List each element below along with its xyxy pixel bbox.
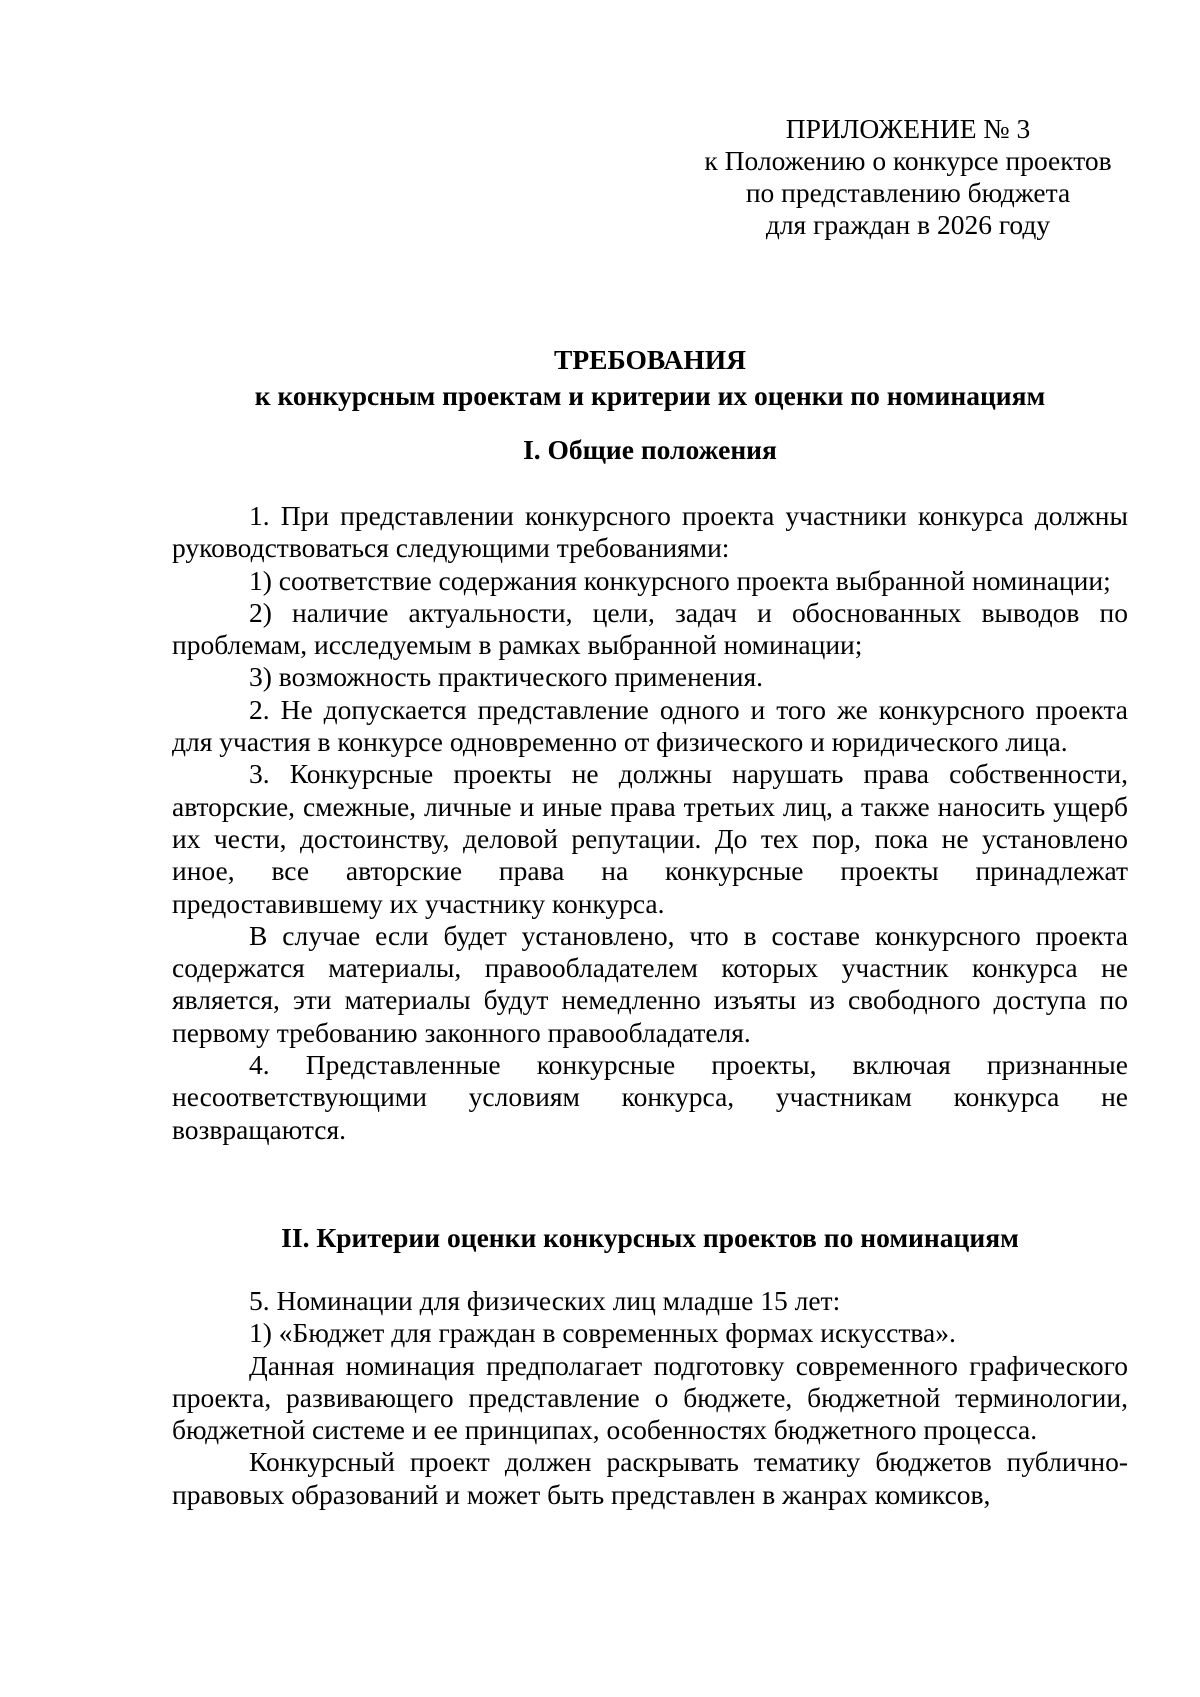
paragraph: 4. Представленные конкурсные проекты, включая признанные несоответствующими условиям конкурса, участникам конкурса не возвращаются.	[172, 1049, 1128, 1145]
paragraph: 2. Не допускается представление одного и того же конкурсного проекта для участия в конкурсе одновременно от физического и юридического лица.	[172, 693, 1128, 758]
annex-reference-line: к Положению о конкурсе проектов	[704, 145, 1112, 176]
paragraph: 3) возможность практического применения.	[249, 661, 764, 693]
paragraph: 5. Номинации для физических лиц младше 15 лет:	[249, 1285, 841, 1316]
annex-header	[688, 113, 1128, 241]
paragraph: 2) наличие актуальности, цели, задач и обоснованных выводов по проблемам, исследуемым в рамках выбранной номинации;	[172, 596, 1128, 661]
section-heading: II. Критерии оценки конкурсных проектов по номинациям	[281, 1222, 1019, 1253]
annex-reference-line: по представлению бюджета	[745, 177, 1071, 208]
paragraph: 1) соответствие содержания конкурсного проекта выбранной номинации;	[249, 564, 1111, 596]
document-title-sub: к конкурсным проектам и критерии их оценки по номинациям	[254, 380, 1046, 411]
paragraph: 1. При представлении конкурсного проекта участники конкурса должны руководствоваться следующими требованиями:	[172, 500, 1128, 564]
paragraph: В случае если будет установлено, что в составе конкурсного проекта содержатся материалы, правообладателем которых участник конкурса не является, эти материалы будут немедленно изъяты из свободного доступа по первому требованию законного правообладателя.	[172, 919, 1128, 1048]
section-heading: I. Общие положения	[523, 434, 777, 465]
document-title-main: ТРЕБОВАНИЯ	[554, 344, 746, 375]
paragraph: 1) «Бюджет для граждан в современных формах искусства».	[249, 1317, 956, 1349]
paragraph: Данная номинация предполагает подготовку современного графического проекта, развивающего представление о бюджете, бюджетной терминологии, бюджетной системе и ее принципах, особенностях бюджетного процесса.	[172, 1349, 1128, 1446]
section-body	[172, 1285, 1128, 1511]
annex-reference-line: для граждан в 2026 году	[765, 209, 1051, 240]
section-body	[172, 500, 1128, 1146]
paragraph: 3. Конкурсные проекты не должны нарушать права собственности, авторские, смежные, личные и иные права третьих лиц, а также наносить ущерб их чести, достоинству, деловой репутации. До тех пор, пока не установлено иное, все авторские права на конкурсные проекты принадлежат предоставившему их участнику конкурса.	[172, 758, 1128, 919]
document-title	[172, 342, 1128, 414]
annex-number: ПРИЛОЖЕНИЕ № 3	[785, 113, 1031, 144]
paragraph: Конкурсный проект должен раскрывать тематику бюджетов публично-правовых образований и может быть представлен в жанрах комиксов,	[172, 1446, 1128, 1510]
